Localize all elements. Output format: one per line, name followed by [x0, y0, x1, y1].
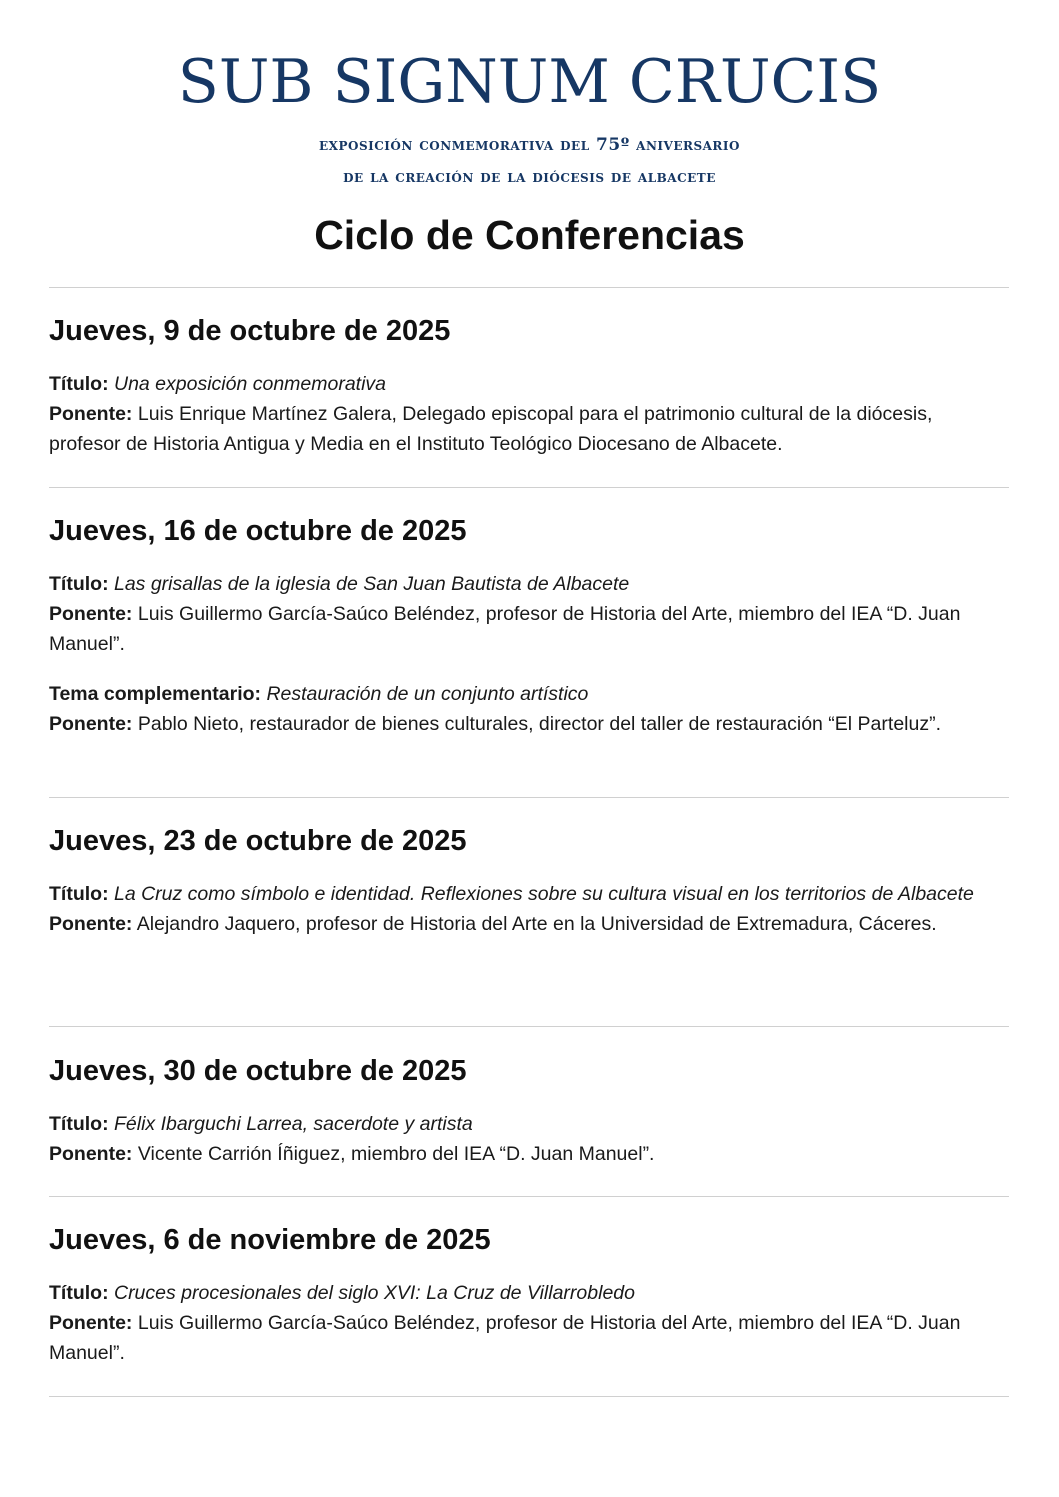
session-date: Jueves, 30 de octubre de 2025: [49, 1055, 467, 1087]
complementary-speaker: Pablo Nieto, restaurador de bienes culturales, director del taller de restauración “El Parteluz”.: [137, 713, 941, 735]
session-title: Las grisallas de la iglesia de San Juan Bautista de Albacete: [113, 573, 630, 595]
exhibition-title: SUB SIGNUM CRUCIS: [177, 47, 882, 117]
session-date: Jueves, 23 de octubre de 2025: [49, 825, 467, 857]
title-label: Título:: [49, 573, 109, 595]
session-title-line: [49, 1109, 1009, 1139]
divider: [49, 287, 1009, 288]
complementary-title-line: [49, 679, 1009, 709]
session-5: [49, 1222, 1009, 1368]
session-1: [49, 313, 1009, 459]
session-title: Cruces procesionales del siglo XVI: La Cruz de Villarrobledo: [113, 1282, 635, 1304]
exhibition-subtitle-line-1: exposición conmemorativa del 75º aniversario: [319, 135, 740, 155]
session-speaker: Luis Enrique Martínez Galera, Delegado episcopal para el patrimonio cultural de la diócesis, profesor de Historia Antigua y Media en el Instituto Teológico Diocesano de Albacete.: [49, 403, 933, 455]
session-title: La Cruz como símbolo e identidad. Reflexiones sobre su cultura visual en los territorios de Albacete: [113, 883, 974, 905]
speaker-label: Ponente:: [49, 913, 133, 935]
session-date: Jueves, 6 de noviembre de 2025: [49, 1224, 491, 1256]
complementary-speaker-line: [49, 709, 1009, 739]
session-speaker-line: [49, 399, 1009, 459]
divider: [49, 1196, 1009, 1197]
session-speaker-line: [49, 1308, 1009, 1368]
session-title: Una exposición conmemorativa: [113, 373, 387, 395]
speaker-label: Ponente:: [49, 713, 133, 735]
speaker-label: Ponente:: [49, 603, 133, 625]
speaker-label: Ponente:: [49, 403, 133, 425]
session-speaker: Alejandro Jaquero, profesor de Historia del Arte en la Universidad de Extremadura, Cáceres.: [136, 913, 937, 935]
title-label: Título:: [49, 883, 109, 905]
session-speaker-line: [49, 1139, 1009, 1169]
speaker-label: Ponente:: [49, 1312, 133, 1334]
divider: [49, 1026, 1009, 1027]
complementary-label: Tema complementario:: [49, 683, 262, 705]
session-2: [49, 513, 1009, 739]
complementary-title: Restauración de un conjunto artístico: [266, 683, 589, 705]
session-title-line: [49, 569, 1009, 599]
session-speaker: Luis Guillermo García-Saúco Beléndez, profesor de Historia del Arte, miembro del IEA “D. Juan Manuel”.: [49, 1312, 961, 1364]
session-title-line: [49, 369, 1009, 399]
session-date: Jueves, 9 de octubre de 2025: [49, 315, 451, 347]
speaker-label: Ponente:: [49, 1143, 133, 1165]
session-title-line: [49, 879, 1009, 909]
divider: [49, 1396, 1009, 1397]
session-speaker-line: [49, 599, 1009, 659]
divider: [49, 487, 1009, 488]
session-date: Jueves, 16 de octubre de 2025: [49, 515, 467, 547]
session-title: Félix Ibarguchi Larrea, sacerdote y artista: [113, 1113, 473, 1135]
session-speaker: Vicente Carrión Íñiguez, miembro del IEA “D. Juan Manuel”.: [137, 1143, 655, 1165]
title-label: Título:: [49, 1282, 109, 1304]
cycle-title: Ciclo de Conferencias: [314, 212, 745, 258]
session-speaker-line: [49, 909, 1009, 939]
session-title-line: [49, 1278, 1009, 1308]
title-label: Título:: [49, 1113, 109, 1135]
session-4: [49, 1053, 1009, 1169]
exhibition-subtitle-line-2: de la creación de la diócesis de albacete: [343, 167, 716, 187]
session-3: [49, 823, 1009, 939]
title-label: Título:: [49, 373, 109, 395]
divider: [49, 797, 1009, 798]
session-speaker: Luis Guillermo García-Saúco Beléndez, profesor de Historia del Arte, miembro del IEA “D. Juan Manuel”.: [49, 603, 961, 655]
